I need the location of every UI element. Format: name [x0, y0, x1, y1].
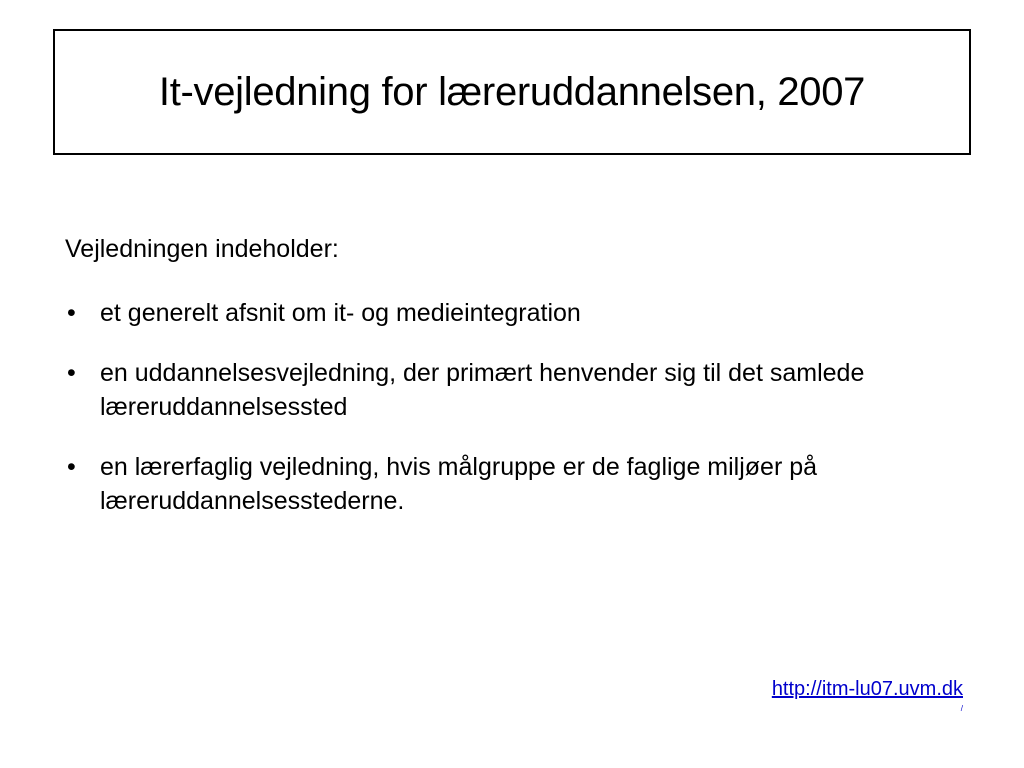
bullet-list — [65, 296, 965, 518]
slide-title: It-vejledning for læreruddannelsen, 2007 — [158, 70, 866, 114]
link-area — [772, 678, 963, 701]
intro-text: Vejledningen indeholder: — [65, 235, 339, 263]
bullet-item — [65, 450, 965, 518]
bullet-icon: • — [67, 453, 76, 481]
title-box — [53, 29, 971, 155]
website-link[interactable]: http://itm-lu07.uvm.dk — [771, 678, 963, 700]
bullet-text: en lærerfaglig vejledning, hvis målgruppe er de faglige miljøer på læreruddannelsesstederne. — [100, 453, 818, 515]
bullet-icon: • — [67, 299, 76, 327]
bullet-icon: • — [67, 359, 76, 387]
bullet-text: et generelt afsnit om it- og medieintegration — [100, 299, 581, 327]
link-trailing-mark: / — [960, 704, 963, 713]
bullet-text: en uddannelsesvejledning, der primært henvender sig til det samlede læreruddannelsessted — [100, 359, 865, 421]
bullet-item — [65, 356, 965, 424]
bullet-item — [65, 296, 965, 330]
slide-body — [65, 232, 965, 544]
